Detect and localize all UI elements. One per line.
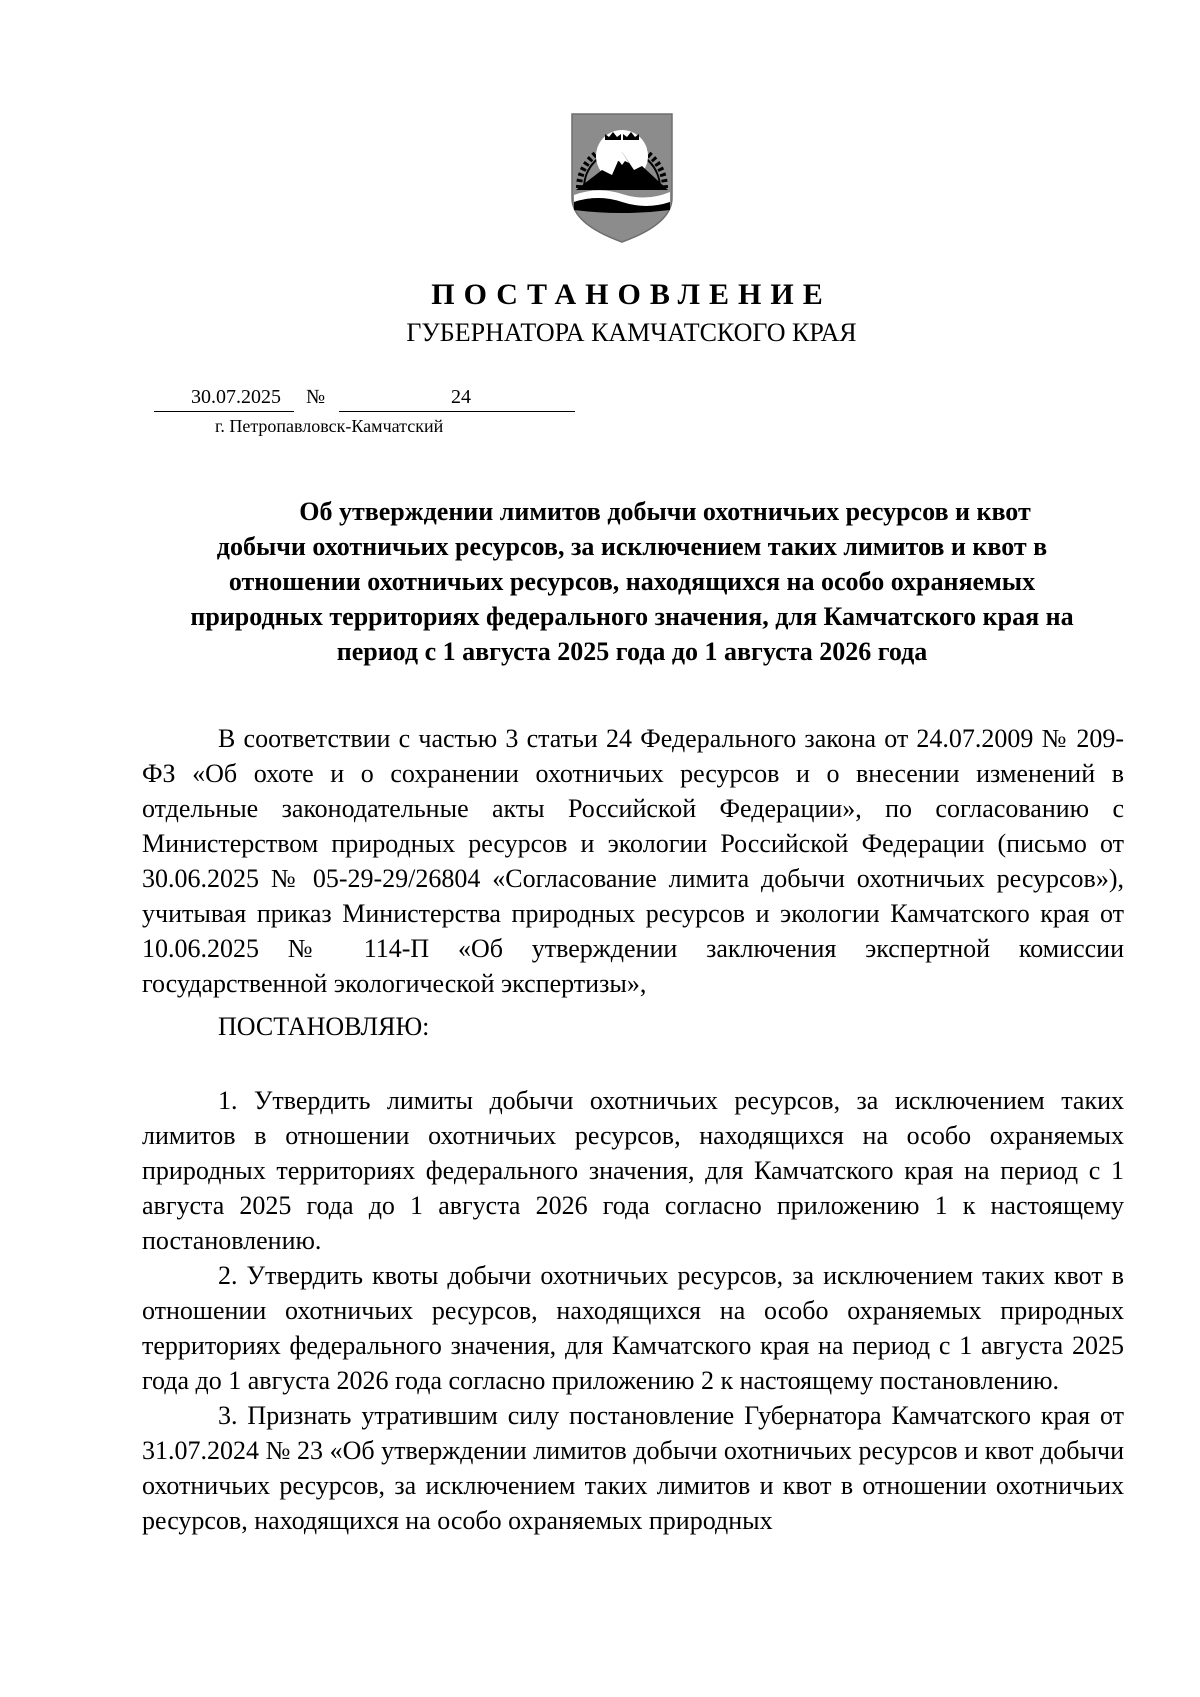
- decree-item: 3. Признать утратившим силу постановление Губернатора Камчатского края от 31.07.2024 № 23 «Об утверждении лимитов добычи охотничьих ресурсов и квот добычи охотничьих ресурсов, за исключением таких лимитов и квот в отношении охотничьих ресурсов, находящихся на особо охраняемых природных: [142, 1401, 1124, 1535]
- preamble: [142, 721, 1124, 1001]
- document-title: [142, 494, 1122, 669]
- issuing-authority: ГУБЕРНАТОРА КАМЧАТСКОГО КРАЯ: [406, 318, 857, 347]
- document-type-title: ПОСТАНОВЛЕНИЕ: [431, 278, 832, 311]
- number-underline: [339, 411, 575, 412]
- decree-item: 1. Утвердить лимиты добычи охотничьих ресурсов, за исключением таких лимитов в отношении охотничьих ресурсов, находящихся на особо охраняемых природных территориях федерального значения, для Камчатского края на период с 1 августа 2025 года до 1 августа 2026 года согласно приложению 1 к настоящему постановлению.: [142, 1086, 1124, 1255]
- title-line: добычи охотничьих ресурсов, за исключением таких лимитов и квот в: [216, 532, 1048, 561]
- title-line: Об утверждении лимитов добычи охотничьих ресурсов и квот: [299, 497, 1031, 526]
- decree-items: [142, 1083, 1124, 1538]
- number-sign: №: [306, 386, 326, 408]
- title-line: отношении охотничьих ресурсов, находящихся на особо охраняемых: [228, 567, 1036, 596]
- decree-word: ПОСТАНОВЛЯЮ:: [218, 1012, 430, 1041]
- city-name: г. Петропавловск-Камчатский: [215, 416, 444, 436]
- preamble-paragraph: В соответствии с частью 3 статьи 24 Федерального закона от 24.07.2009 № 209-ФЗ «Об охоте и о сохранении охотничьих ресурсов и о внесении изменений в отдельные законодательные акты Российской Федерации», по согласованию с Министерством природных ресурсов и экологии Российской Федерации (письмо от 30.06.2025 № 05-29-29/26804 «Согласование лимита добычи охотничьих ресурсов»), учитывая приказ Министерства природных ресурсов и экологии Камчатского края от 10.06.2025 № 114-П «Об утверждении заключения экспертной комиссии государственной экологической экспертизы»,: [142, 724, 1124, 998]
- date-number-row: [154, 386, 574, 410]
- decree-item: 2. Утвердить квоты добычи охотничьих ресурсов, за исключением таких квот в отношении охотничьих ресурсов, находящихся на особо охраняемых природных территориях федерального значения, для Камчатского края на период с 1 августа 2025 года до 1 августа 2026 года согласно приложению 2 к настоящему постановлению.: [142, 1261, 1124, 1395]
- title-line: период с 1 августа 2025 года до 1 августа 2026 года: [336, 637, 928, 666]
- date-underline: [154, 411, 294, 412]
- coat-of-arms-icon: [570, 112, 674, 244]
- document-number: 24: [451, 386, 471, 408]
- document-date: 30.07.2025: [191, 386, 281, 408]
- title-line: природных территориях федерального значения, для Камчатского края на: [190, 602, 1074, 631]
